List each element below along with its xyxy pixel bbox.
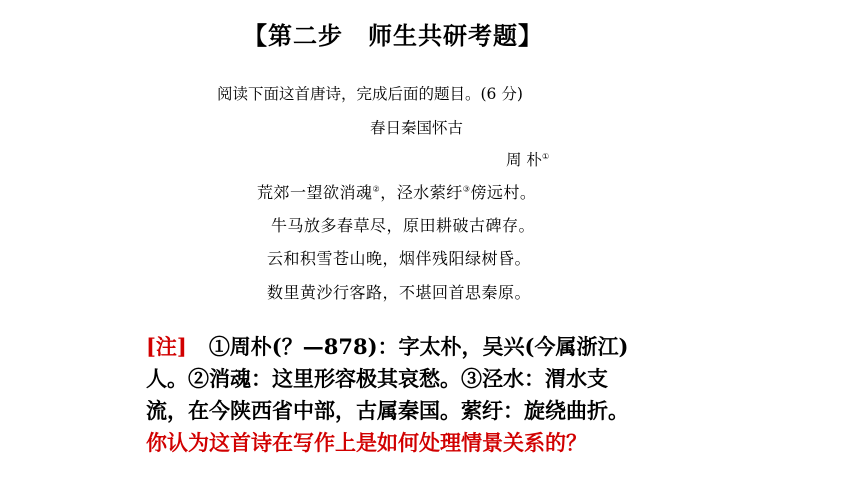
poem-line-1-part-a: 荒郊一望欲消魂: [257, 183, 373, 202]
annotation-mark: [注]: [146, 334, 187, 359]
poem-line-4: 数里黄沙行客路，不堪回首思秦原。: [267, 283, 532, 302]
discussion-question: 你认为这首诗在写作上是如何处理情景关系的？: [146, 430, 587, 455]
poem-line-1-part-b: ，泾水萦纡: [380, 183, 463, 202]
note-mark-3: ③: [462, 184, 471, 194]
annotation-text-1: ①周朴(？—878)：字太朴，吴兴(今属浙江): [208, 334, 629, 359]
annotation-line-3: 流，在今陕西省中部，古属秦国。萦纡：旋绕曲折。: [146, 398, 629, 423]
poem-line-2: 牛马放多春草尽，原田耕破古碑存。: [271, 216, 536, 235]
author-note-mark: ①: [541, 151, 550, 161]
note-mark-2: ②: [372, 184, 381, 194]
poem-line-1-part-c: 傍远村。: [470, 183, 537, 202]
annotation-block: [146, 331, 746, 459]
annotation-line-2: 人。②消魂：这里形容极其哀愁。③泾水：渭水支: [146, 366, 608, 391]
poem-line-1: [257, 180, 536, 203]
poem-line-3: 云和积雪苍山晚，烟伴残阳绿树昏。: [267, 249, 532, 268]
poem-author: [506, 148, 549, 170]
poem-title: 春日秦国怀古: [370, 119, 464, 137]
author-name: 周 朴: [506, 151, 542, 169]
page-title: 【第二步 师生共研考题】: [243, 22, 543, 50]
annotation-line-1: [146, 331, 746, 363]
question-instruction: 阅读下面这首唐诗，完成后面的题目。(6 分): [217, 85, 523, 103]
